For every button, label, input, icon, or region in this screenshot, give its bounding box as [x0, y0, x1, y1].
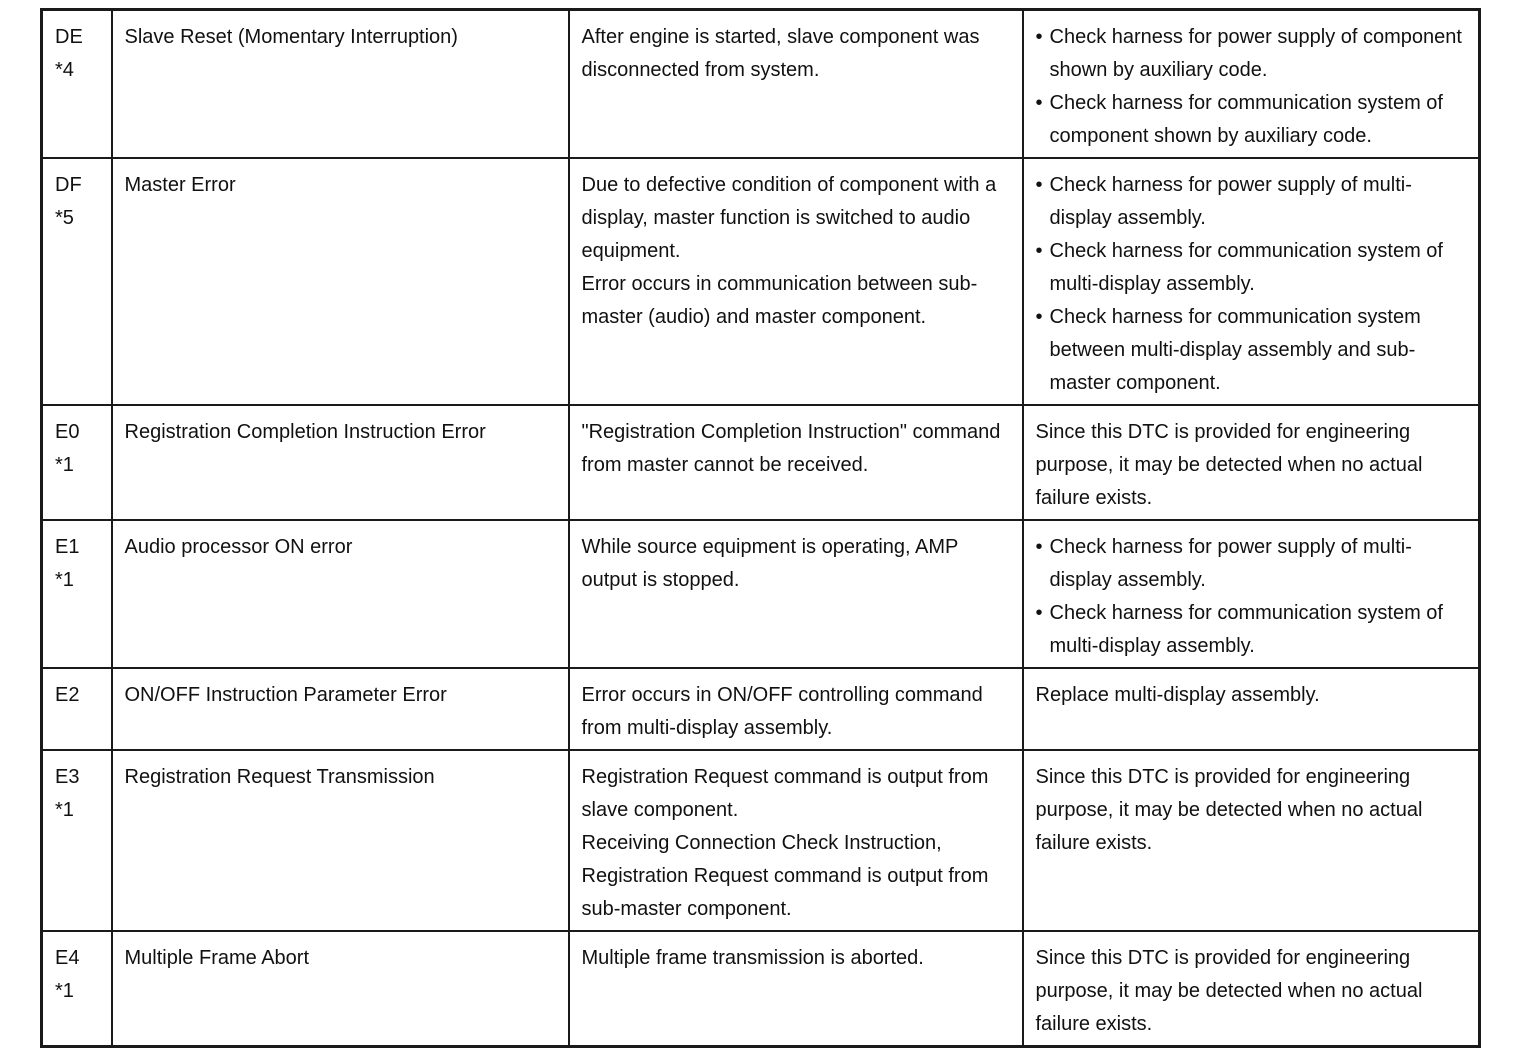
trouble-condition-cell	[569, 158, 1023, 405]
trouble-condition-cell	[569, 750, 1023, 931]
trouble-area-text: Replace multi-display assembly.	[1035, 684, 1320, 706]
trouble-condition: Multiple frame transmission is aborted.	[581, 947, 924, 969]
trouble-area-cell	[1023, 158, 1480, 405]
trouble-area-cell	[1023, 405, 1480, 520]
dtc-code: DF	[55, 174, 82, 196]
trouble-condition: Receiving Connection Check Instruction, Registration Request command is output from sub-master component.	[581, 832, 989, 920]
table-row	[42, 405, 1480, 520]
dtc-code: E1	[55, 536, 80, 558]
trouble-area-item: • Check harness for power supply of multi-display assembly.	[1036, 531, 1469, 597]
table-row	[42, 750, 1480, 931]
dtc-note: *1	[55, 454, 74, 476]
dtc-code-cell	[42, 520, 112, 668]
trouble-area-text: Since this DTC is provided for engineering purpose, it may be detected when no actual failure exists.	[1035, 947, 1423, 1035]
detection-item-cell	[112, 931, 569, 1047]
trouble-area-cell	[1023, 750, 1480, 931]
trouble-condition-cell	[569, 405, 1023, 520]
detection-item: Audio processor ON error	[124, 536, 353, 558]
dtc-note: *5	[55, 207, 74, 229]
dtc-code-cell	[42, 931, 112, 1047]
detection-item: Registration Completion Instruction Error	[124, 421, 486, 443]
trouble-area-text: Since this DTC is provided for engineering purpose, it may be detected when no actual failure exists.	[1035, 421, 1423, 509]
detection-item-cell	[112, 158, 569, 405]
table-row	[42, 10, 1480, 159]
dtc-code-cell	[42, 405, 112, 520]
dtc-table-body	[42, 10, 1480, 1047]
dtc-note: *4	[55, 59, 74, 81]
trouble-area-item: • Check harness for power supply of component shown by auxiliary code.	[1036, 21, 1469, 87]
trouble-area-cell	[1023, 520, 1480, 668]
trouble-condition: Due to defective condition of component with a display, master function is switched to audio equipment.	[581, 174, 997, 262]
dtc-code-cell	[42, 750, 112, 931]
detection-item-cell	[112, 668, 569, 750]
trouble-condition-cell	[569, 668, 1023, 750]
trouble-condition: Registration Request command is output from slave component.	[581, 766, 989, 821]
trouble-condition: "Registration Completion Instruction" command from master cannot be received.	[581, 421, 1001, 476]
trouble-area-item: • Check harness for communication system of multi-display assembly.	[1036, 597, 1469, 663]
dtc-code: E4	[55, 947, 80, 969]
trouble-area-cell	[1023, 10, 1480, 159]
dtc-code: E3	[55, 766, 80, 788]
dtc-code-cell	[42, 158, 112, 405]
detection-item: Registration Request Transmission	[124, 766, 435, 788]
dtc-code: E2	[55, 684, 80, 706]
dtc-code-cell	[42, 668, 112, 750]
trouble-area-list	[1036, 169, 1469, 400]
trouble-condition: Error occurs in communication between sub-master (audio) and master component.	[581, 273, 978, 328]
trouble-area-item: • Check harness for communication system of component shown by auxiliary code.	[1036, 87, 1469, 153]
detection-item-cell	[112, 10, 569, 159]
trouble-condition-cell	[569, 520, 1023, 668]
dtc-code-cell	[42, 10, 112, 159]
dtc-note: *1	[55, 980, 74, 1002]
trouble-area-cell	[1023, 668, 1480, 750]
detection-item: Master Error	[124, 174, 236, 196]
trouble-condition-cell	[569, 10, 1023, 159]
dtc-note: *1	[55, 799, 74, 821]
trouble-condition: While source equipment is operating, AMP output is stopped.	[581, 536, 958, 591]
detection-item: Slave Reset (Momentary Interruption)	[124, 26, 458, 48]
detection-item-cell	[112, 750, 569, 931]
trouble-area-item: • Check harness for power supply of multi-display assembly.	[1036, 169, 1469, 235]
trouble-area-item: • Check harness for communication system between multi-display assembly and sub-master component.	[1036, 301, 1469, 400]
detection-item-cell	[112, 405, 569, 520]
dtc-table	[40, 8, 1481, 1048]
table-row	[42, 668, 1480, 750]
dtc-code: DE	[55, 26, 83, 48]
table-row	[42, 158, 1480, 405]
trouble-condition-cell	[569, 931, 1023, 1047]
detection-item: ON/OFF Instruction Parameter Error	[124, 684, 447, 706]
detection-item-cell	[112, 520, 569, 668]
trouble-area-cell	[1023, 931, 1480, 1047]
trouble-area-text: Since this DTC is provided for engineering purpose, it may be detected when no actual failure exists.	[1035, 766, 1423, 854]
trouble-condition: Error occurs in ON/OFF controlling command from multi-display assembly.	[581, 684, 983, 739]
trouble-condition: After engine is started, slave component was disconnected from system.	[581, 26, 980, 81]
trouble-area-list	[1036, 21, 1469, 153]
dtc-code: E0	[55, 421, 80, 443]
trouble-area-item: • Check harness for communication system of multi-display assembly.	[1036, 235, 1469, 301]
table-row	[42, 931, 1480, 1047]
table-row	[42, 520, 1480, 668]
detection-item: Multiple Frame Abort	[124, 947, 310, 969]
dtc-note: *1	[55, 569, 74, 591]
trouble-area-list	[1036, 531, 1469, 663]
